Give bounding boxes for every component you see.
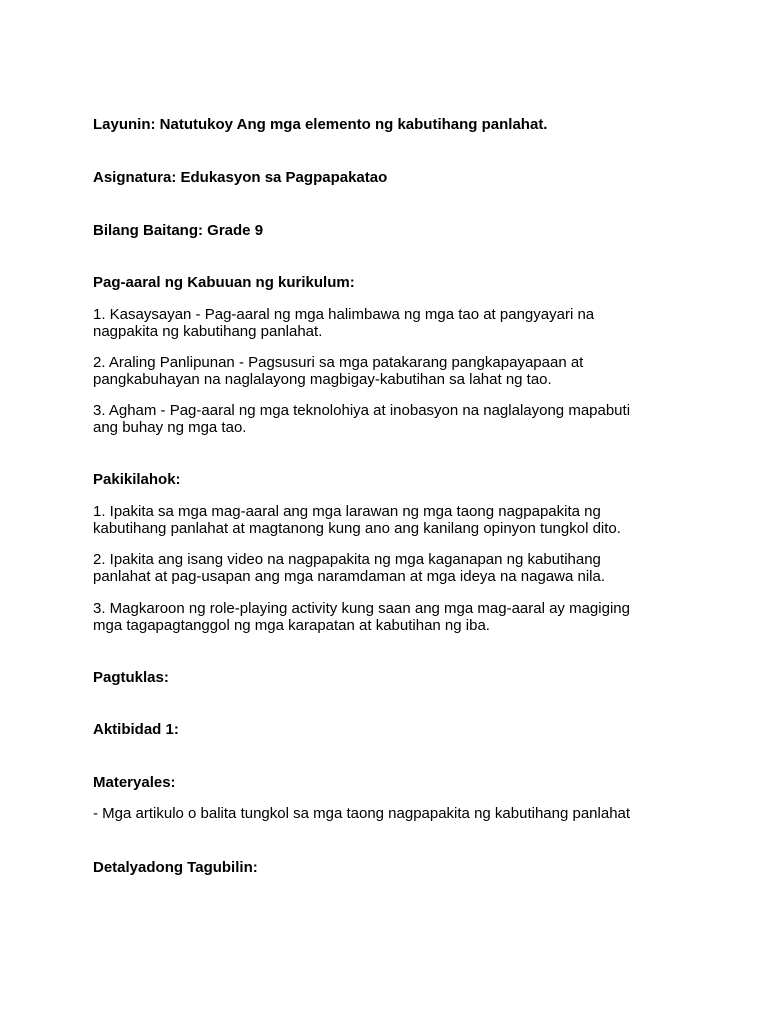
- curriculum-item-line: ang buhay ng mga tao.: [93, 419, 247, 436]
- participation-item-line: mga tagapagtanggol ng mga karapatan at kabutihan ng iba.: [93, 617, 490, 634]
- participation-item: [93, 551, 663, 585]
- activity-heading: Aktibidad 1:: [93, 721, 179, 738]
- curriculum-item-line: 3. Agham - Pag-aaral ng mga teknolohiya at inobasyon na naglalayong mapabuti: [93, 402, 631, 419]
- curriculum-item-line: 2. Araling Panlipunan - Pagsusuri sa mga patakarang pangkapayapaan at: [93, 354, 584, 371]
- curriculum-item: [93, 402, 663, 436]
- materials-heading: Materyales:: [93, 774, 176, 791]
- grade-level-heading: Bilang Baitang: Grade 9: [93, 222, 264, 239]
- curriculum-item: [93, 354, 663, 388]
- participation-item-line: 3. Magkaroon ng role-playing activity kung saan ang mga mag-aaral ay magiging: [93, 600, 630, 617]
- participation-item-line: kabutihang panlahat at magtanong kung ano ang kanilang opinyon tungkol dito.: [93, 520, 621, 537]
- curriculum-item-line: 1. Kasaysayan - Pag-aaral ng mga halimbawa ng mga tao at pangyayari na: [93, 306, 595, 323]
- instructions-heading: Detalyadong Tagubilin:: [93, 859, 258, 876]
- curriculum-item-line: pangkabuhayan na naglalayong magbigay-kabutihan sa lahat ng tao.: [93, 371, 552, 388]
- curriculum-item: [93, 306, 663, 340]
- participation-item-line: panlahat at pag-usapan ang mga naramdaman at mga ideya na nagawa nila.: [93, 568, 606, 585]
- objective-heading: Layunin: Natutukoy Ang mga elemento ng kabutihang panlahat.: [93, 116, 548, 133]
- curriculum-heading: Pag-aaral ng Kabuuan ng kurikulum:: [93, 274, 355, 291]
- participation-item-line: 2. Ipakita ang isang video na nagpapakita ng mga kaganapan ng kabutihang: [93, 551, 601, 568]
- discovery-heading: Pagtuklas:: [93, 669, 169, 686]
- participation-item: [93, 600, 663, 634]
- participation-heading: Pakikilahok:: [93, 471, 181, 488]
- curriculum-item-line: nagpakita ng kabutihang panlahat.: [93, 323, 323, 340]
- subject-heading: Asignatura: Edukasyon sa Pagpapakatao: [93, 169, 388, 186]
- participation-item: [93, 503, 663, 537]
- participation-item-line: 1. Ipakita sa mga mag-aaral ang mga larawan ng mga taong nagpapakita ng: [93, 503, 601, 520]
- materials-item: - Mga artikulo o balita tungkol sa mga taong nagpapakita ng kabutihang panlahat: [93, 805, 631, 822]
